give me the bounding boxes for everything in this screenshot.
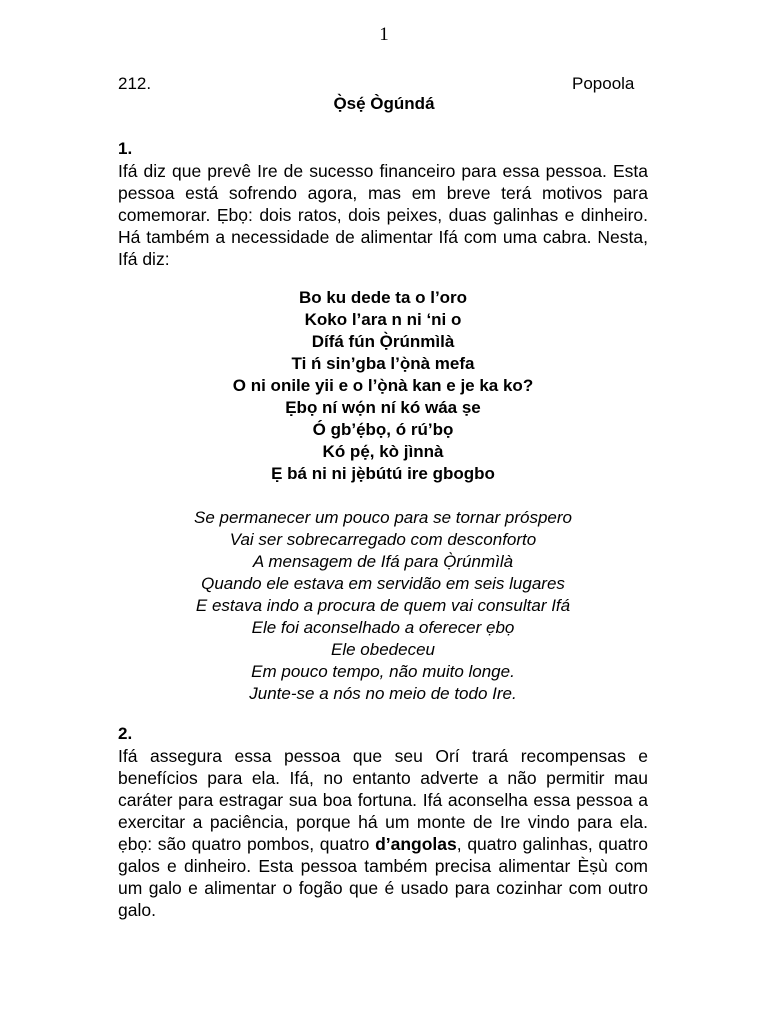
section-1-paragraph: Ifá diz que prevê Ire de sucesso financeiro para essa pessoa. Esta pessoa está sofrendo agora, mas em breve terá motivos para comemorar. Ẹbọ: dois ratos, dois peixes, duas galinhas e dinheiro. Há também a necessidade de alimentar Ifá com uma cabra. Nesta, Ifá diz: bbox=[118, 161, 648, 269]
section-2-text-start: Ifá assegura essa pessoa que seu Orí trará recompensas e benefícios para ela. Ifá, no entanto adverte a não permitir mau caráter para estragar sua boa fortuna. Ifá aconselha essa pessoa a exercitar a paciência, porque há um monte de Ire vindo para ela. ẹbọ: são quatro pombos, quatro bbox=[118, 746, 648, 854]
verse-yoruba-line: Ó gb’ẹ́bọ, ó rú’bọ bbox=[312, 420, 454, 439]
section-2-paragraph bbox=[118, 745, 648, 921]
section-2-number: 2. bbox=[118, 724, 133, 743]
page-number: 1 bbox=[379, 24, 389, 45]
verse-yoruba-line: Bo ku dede ta o l’oro bbox=[298, 288, 468, 307]
verse-yoruba-line: Ti ń sin’gba l’ọ̀nà mefa bbox=[291, 354, 475, 373]
verse-yoruba-line: Koko l’ara n ni ‘ni o bbox=[304, 310, 462, 329]
verse-portuguese bbox=[118, 507, 648, 705]
section-1-verse-yoruba-block bbox=[118, 287, 648, 485]
section-1-verse-portuguese-block bbox=[118, 507, 648, 705]
verse-yoruba-line: O ni onile yii e o l’ọ̀nà kan e je ka ko? bbox=[232, 376, 534, 395]
verse-yoruba-line: Ẹbọ ní wọ́n ní kó wáa ṣe bbox=[285, 398, 481, 417]
section-1 bbox=[118, 138, 648, 270]
verse-portuguese-line: E estava indo a procura de quem vai consultar Ifá bbox=[195, 596, 571, 615]
verse-portuguese-line: Ele foi aconselhado a oferecer ẹbọ bbox=[251, 618, 515, 637]
verse-portuguese-line: Em pouco tempo, não muito longe. bbox=[251, 662, 515, 681]
section-2-bold-term: d’angolas bbox=[375, 834, 457, 854]
verse-portuguese-line: A mensagem de Ifá para Ọ̀rúnmìlà bbox=[252, 552, 514, 571]
chapter-title: Ọ̀sẹ́ Ògúndá bbox=[333, 94, 435, 113]
section-2 bbox=[118, 723, 648, 921]
verse-portuguese-line: Quando ele estava em servidão em seis lugares bbox=[201, 574, 565, 593]
author-name: Popoola bbox=[572, 74, 635, 93]
verse-yoruba-line: Kó pẹ́, kò jìnnà bbox=[322, 442, 444, 461]
section-2-text-end: , quatro galinhas, quatro galos e dinheiro. Esta pessoa também precisa alimentar Èṣù com um galo e alimentar o fogão que é usado para cozinhar com outro galo. bbox=[118, 834, 648, 920]
section-1-number: 1. bbox=[118, 139, 133, 158]
verse-portuguese-line: Junte-se a nós no meio de todo Ire. bbox=[249, 684, 517, 703]
verse-yoruba bbox=[118, 287, 648, 485]
chapter-number: 212. bbox=[118, 74, 152, 93]
verse-yoruba-line: Ẹ bá ni ni jẹ̀bútú ire gbogbo bbox=[271, 464, 495, 483]
verse-portuguese-line: Se permanecer um pouco para se tornar próspero bbox=[194, 508, 572, 527]
verse-yoruba-line: Dífá fún Ọ̀rúnmìlà bbox=[311, 332, 455, 351]
verse-portuguese-line: Ele obedeceu bbox=[331, 640, 435, 659]
verse-portuguese-line: Vai ser sobrecarregado com desconforto bbox=[229, 530, 537, 549]
